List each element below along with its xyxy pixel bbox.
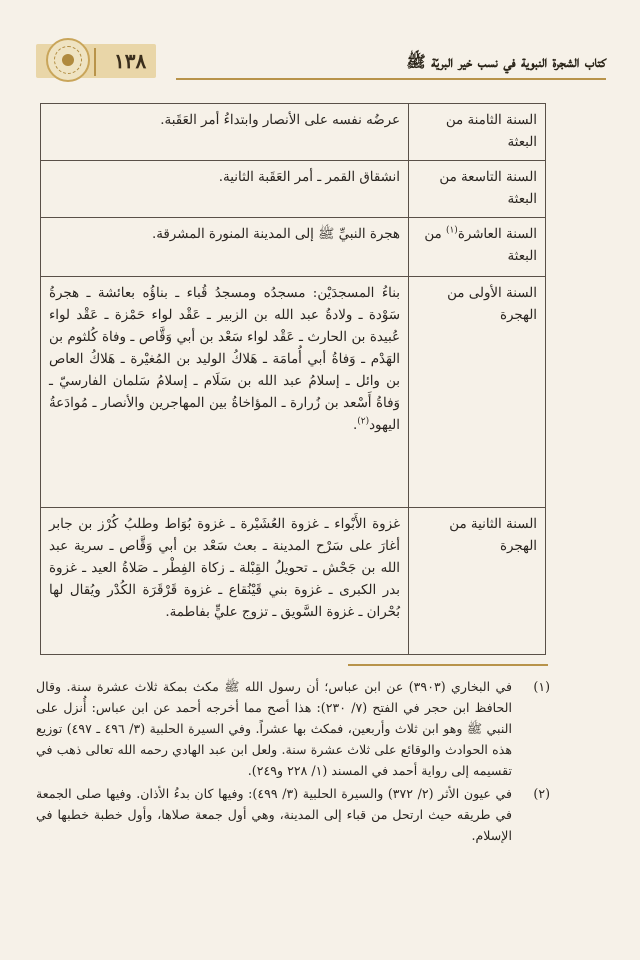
events-text: بناءُ المسجدَيْن: مسجدُه ومسجدُ قُباء ـ بناؤُه بعائشة ـ هجرةُ سَوْدة ـ ولادةُ عبد الله بن الزبير ـ عَقْد لواء حَمْزة ـ عَقْد لواء عُبيدة بن الحارث ـ عَقْد لواء سَعْد بن أبي وَقَّاص ـ وفاة كُلثوم بن الهَدْم ـ وَفاةُ أبي أُمامَة ـ هَلاكُ الوليد بن المُغيْرة ـ هَلاكُ العاص بن وائل ـ إسلامُ عبد الله بن سَلَام ـ إسلامُ سَلمان الفارسيّ ـ وَفاةُ أَسْعد بن زُرارة ـ المؤاخاةُ بين المهاجرين والأنصار ـ مُوادَعةُ اليهود (49, 286, 400, 433)
footnote-rule (348, 664, 548, 666)
year-text: السنة العاشرة (457, 227, 537, 242)
page-number: ١٣٨ (114, 49, 147, 73)
footnote-number: (٢) (533, 786, 550, 801)
footnote-ref[interactable]: (٢) (357, 416, 370, 427)
year-cell (409, 218, 546, 277)
table-row (41, 508, 546, 655)
events-cell: عرضُه نفسه على الأنصار وابتداءُ أمر العَقَبة. (41, 104, 409, 161)
year-cell: السنة التاسعة من البعثة (409, 161, 546, 218)
table-row (41, 104, 546, 161)
footnote-text: في عيون الأثر (٢/ ٣٧٢) والسيرة الحلبية (٣/ ٤٩٩): وفيها كان بدءُ الأذان. وفيها صلى الجمعة في طريقه حيث ارتحل من قباء إلى المدينة، وهي أول جمعة صلاها، وأول خطبة خطبها في الإسلام. (36, 786, 513, 843)
timeline-table (40, 103, 546, 655)
events-cell: هجرة النبيِّ ﷺ إلى المدينة المنورة المشرقة. (41, 218, 409, 277)
year-cell: السنة الأولى من الهجرة (409, 277, 546, 508)
footnotes (36, 676, 550, 848)
table-row (41, 161, 546, 218)
footnote-ref[interactable]: (١) (445, 225, 458, 236)
events-cell: غزوة الأَبْواء ـ غزوة العُشَيْرة ـ غزوة بُوَاط وطلبُ كُرْز بن جابر أغارَ على سَرْح المدينة ـ بعث سَعْد بن أبي وَقَّاص ـ سرية عبد الله بن جَحْش ـ تحويلُ القِبْلة ـ زكاة الفِطْر ـ صَلاةُ العيد ـ غزوة بدر الكبرى ـ غزوة بني قَيْنُقاع ـ غزوة قَرْقَرَة الكُدْر ويُقال لها بُحْران ـ غزوة السَّويق ـ تزوج عليٍّ بفاطمة. (41, 508, 409, 655)
header-rule (176, 78, 606, 80)
table-row (41, 218, 546, 277)
running-title: كتاب الشجرة النبوية في نسب خير البريّة ﷺ (406, 52, 606, 71)
events-cell (41, 277, 409, 508)
footnote-text: في البخاري (٣٩٠٣) عن ابن عباس؛ أن رسول الله ﷺ مكث بمكة ثلاث عشرة سنة. وقال الحافظ ابن حجر في الفتح (٧/ ٢٣٠): هذا أصح مما أخرجه أحمد عن ابن عباس: أُنزل على النبي ﷺ وهو ابن ثلاث وأربعين، فمكث بها عشراً. وفي السيرة الحلبية (٣/ ٤٩٦ ـ ٤٩٧) توزيع هذه الحوادث والوقائع على ثلاث عشرة سنة. ولعل ابن عبد الهادي رحمه الله تعالى ذهب في تقسيمه إلى رواية أحمد في المسند (١/ ٢٢٨ و٢٤٩). (36, 679, 512, 778)
footnote (36, 676, 550, 781)
events-text-tail: . (352, 418, 358, 433)
year-cell: السنة الثامنة من البعثة (409, 104, 546, 161)
events-cell: انشقاق القمر ـ أمر العَقَبة الثانية. (41, 161, 409, 218)
footnote-number: (١) (533, 679, 550, 694)
year-cell: السنة الثانية من الهجرة (409, 508, 546, 655)
year-text-tail: من البعثة (424, 227, 537, 264)
footnote (36, 783, 550, 846)
page-header (36, 40, 606, 86)
table-row (41, 277, 546, 508)
